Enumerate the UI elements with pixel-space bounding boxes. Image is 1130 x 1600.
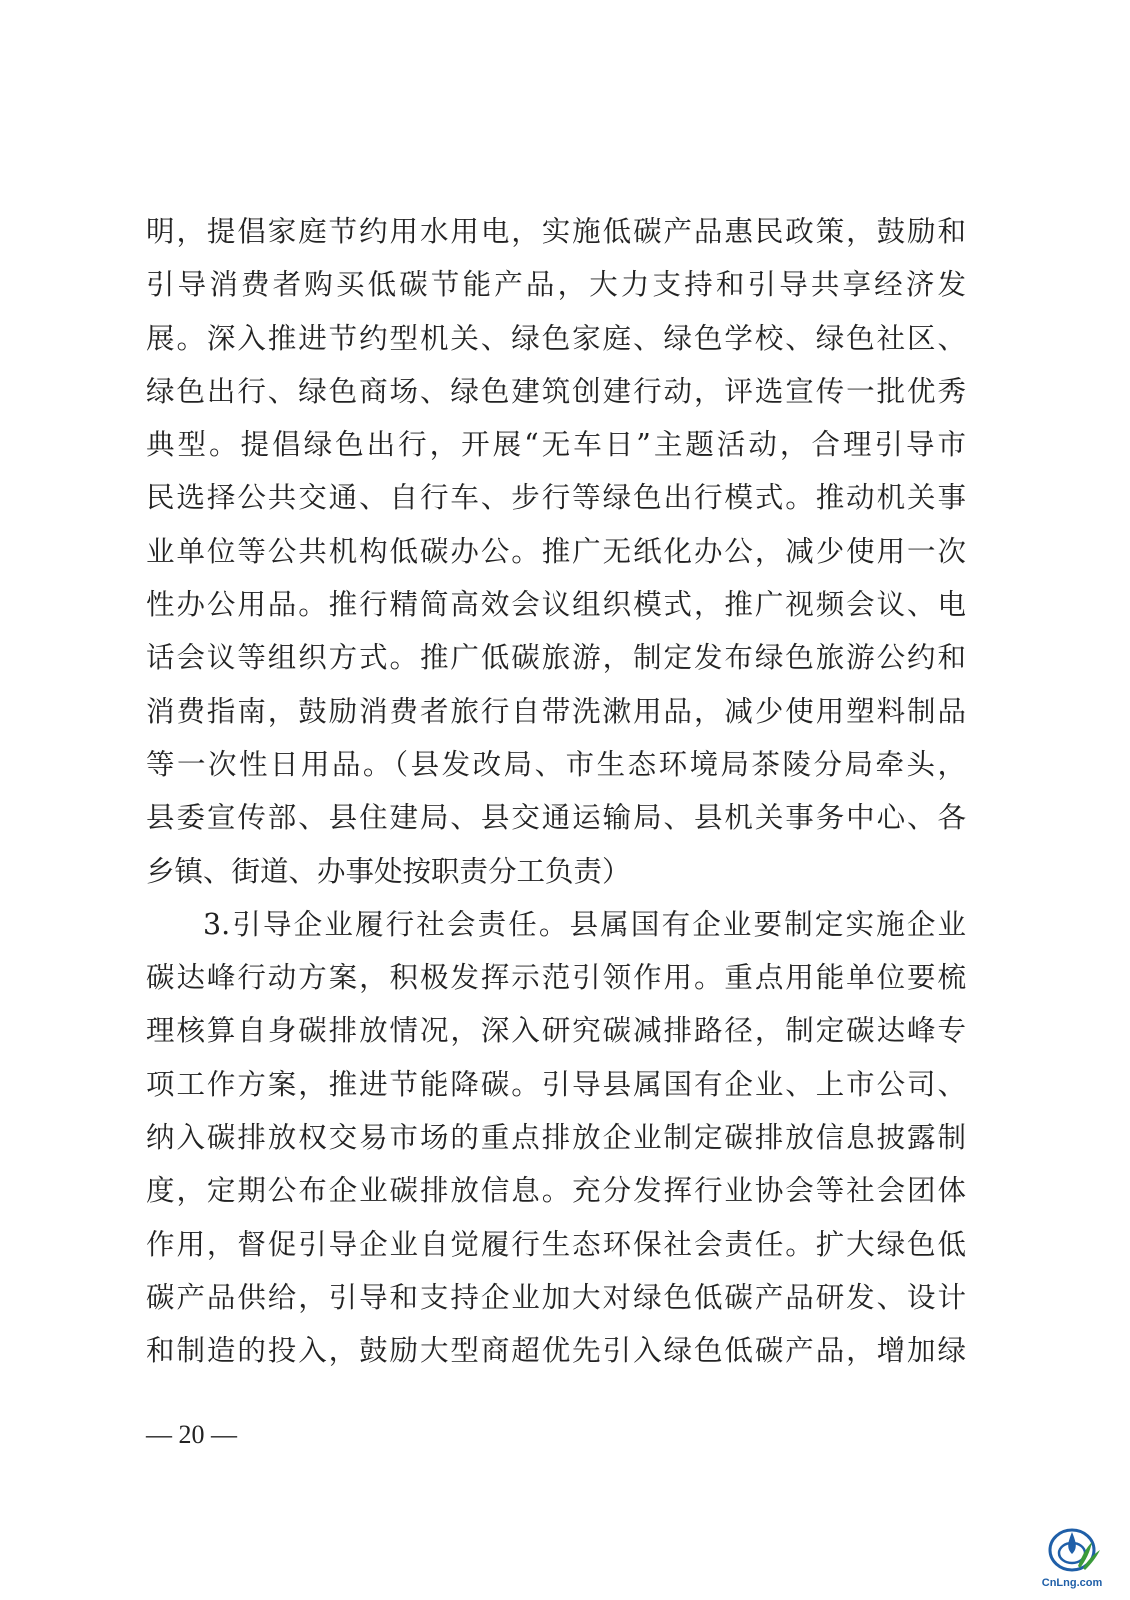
text-line: 项工作方案，推进节能降碳。引导县属国有企业、上市公司、 (146, 1067, 966, 1101)
text-line: 度，定期公布企业碳排放信息。充分发挥行业协会等社会团体 (146, 1174, 966, 1208)
text-line: 作用，督促引导企业自觉履行生态环保社会责任。扩大绿色低 (146, 1227, 966, 1261)
text-line: 和制造的投入，鼓励大型商超优先引入绿色低碳产品，增加绿 (146, 1334, 966, 1368)
text-line: 民选择公共交通、自行车、步行等绿色出行模式。推动机关事 (146, 481, 966, 515)
page-number: — 20 — (146, 1420, 237, 1449)
paragraph-2 (146, 898, 966, 1378)
text-line: 性办公用品。推行精简高效会议组织模式，推广视频会议、电 (146, 588, 966, 622)
text-line: 绿色出行、绿色商场、绿色建筑创建行动，评选宣传一批优秀 (146, 374, 966, 408)
text-line: 乡镇、街道、办事处按职责分工负责） (146, 854, 631, 888)
watermark-logo-icon (1032, 1520, 1112, 1590)
text-line: 纳入碳排放权交易市场的重点排放企业制定碳排放信息披露制 (146, 1121, 966, 1155)
body-text (146, 205, 966, 1378)
text-line: 理核算自身碳排放情况，深入研究碳减排路径，制定碳达峰专 (146, 1014, 966, 1048)
text-line: 碳达峰行动方案，积极发挥示范引领作用。重点用能单位要梳 (146, 961, 966, 995)
text-line: 话会议等组织方式。推广低碳旅游，制定发布绿色旅游公约和 (146, 641, 966, 675)
text-line: 明，提倡家庭节约用水用电，实施低碳产品惠民政策，鼓励和 (146, 215, 966, 248)
logo-text: CnLng.com (1041, 1577, 1103, 1589)
text-line: 等一次性日用品。（县发改局、市生态环境局茶陵分局牵头， (146, 747, 966, 781)
text-line: 业单位等公共机构低碳办公。推广无纸化办公，减少使用一次 (146, 534, 966, 568)
text-line: 典型。提倡绿色出行，开展“无车日”主题活动，合理引导市 (146, 428, 966, 462)
text-line: 展。深入推进节约型机关、绿色家庭、绿色学校、绿色社区、 (146, 321, 966, 355)
text-line: 县委宣传部、县住建局、县交通运输局、县机关事务中心、各 (146, 801, 966, 835)
text-line: 引导消费者购买低碳节能产品，大力支持和引导共享经济发 (146, 268, 966, 302)
text-line: 碳产品供给，引导和支持企业加大对绿色低碳产品研发、设计 (146, 1280, 966, 1314)
text-line: 消费指南，鼓励消费者旅行自带洗漱用品，减少使用塑料制品 (146, 694, 966, 728)
paragraph-1 (146, 205, 966, 898)
text-line: 3.引导企业履行社会责任。县属国有企业要制定实施企业 (203, 907, 966, 941)
